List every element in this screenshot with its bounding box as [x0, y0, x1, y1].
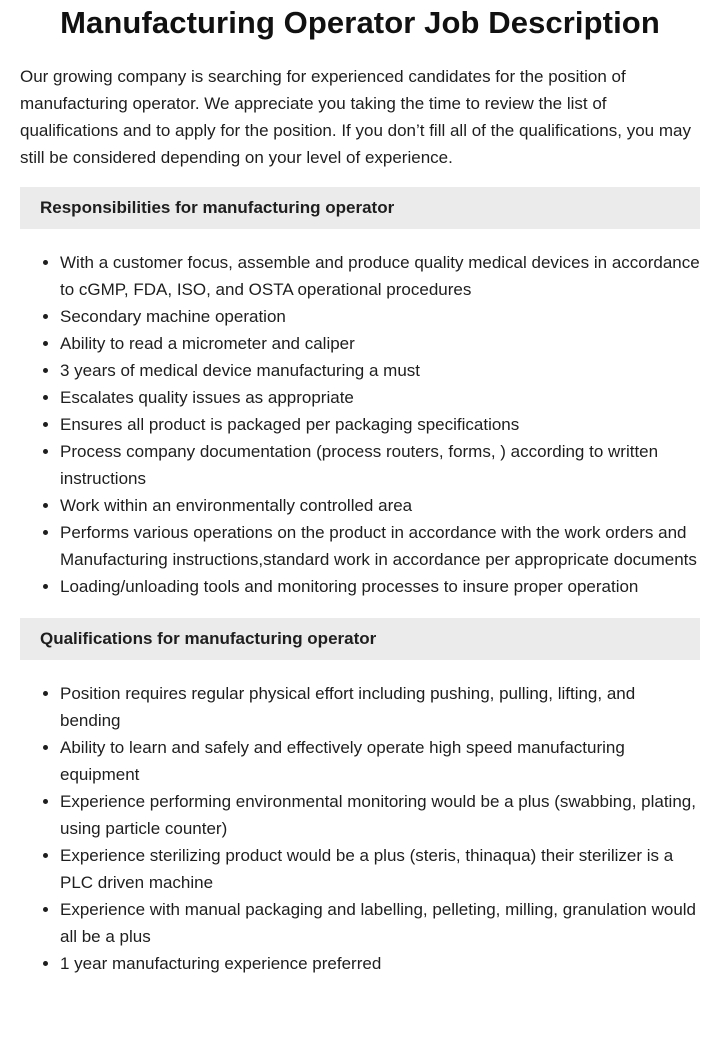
list-item: • Experience performing environmental monitoring would be a plus (swabbing, plating, using particle counter): [60, 788, 700, 842]
list-item: • Work within an environmentally controlled area: [60, 492, 700, 519]
list-item: • Position requires regular physical effort including pushing, pulling, lifting, and bending: [60, 680, 700, 734]
intro-paragraph: Our growing company is searching for experienced candidates for the position of manufacturing operator. We appreciate you taking the time to review the list of qualifications and to apply for the position. If you don’t fill all of the qualifications, you may still be considered depending on your level of experience.: [20, 67, 691, 167]
list-item: • Ability to read a micrometer and caliper: [60, 330, 700, 357]
list-item: • 1 year manufacturing experience preferred: [60, 950, 700, 977]
list-item: • Performs various operations on the product in accordance with the work orders and Manufacturing instructions,standard work in accordance per appropricate documents: [60, 519, 700, 573]
page-title: Manufacturing Operator Job Description: [60, 5, 660, 40]
list-item: • Experience sterilizing product would be a plus (steris, thinaqua) their sterilizer is a PLC driven machine: [60, 842, 700, 896]
list-item: • Secondary machine operation: [60, 303, 700, 330]
list-item: • Ensures all product is packaged per packaging specifications: [60, 411, 700, 438]
responsibilities-list: [20, 249, 700, 600]
list-item: • Loading/unloading tools and monitoring processes to insure proper operation: [60, 573, 700, 600]
list-item: • Process company documentation (process routers, forms, ) according to written instructions: [60, 438, 700, 492]
list-item: • Escalates quality issues as appropriate: [60, 384, 700, 411]
list-item: • 3 years of medical device manufacturing a must: [60, 357, 700, 384]
qualifications-heading: Qualifications for manufacturing operator: [20, 618, 700, 660]
list-item: • Experience with manual packaging and labelling, pelleting, milling, granulation would all be a plus: [60, 896, 700, 950]
list-item: • Ability to learn and safely and effectively operate high speed manufacturing equipment: [60, 734, 700, 788]
responsibilities-heading: Responsibilities for manufacturing operator: [20, 187, 700, 229]
qualifications-list: [20, 680, 700, 977]
list-item: • With a customer focus, assemble and produce quality medical devices in accordance to cGMP, FDA, ISO, and OSTA operational procedures: [60, 249, 700, 303]
